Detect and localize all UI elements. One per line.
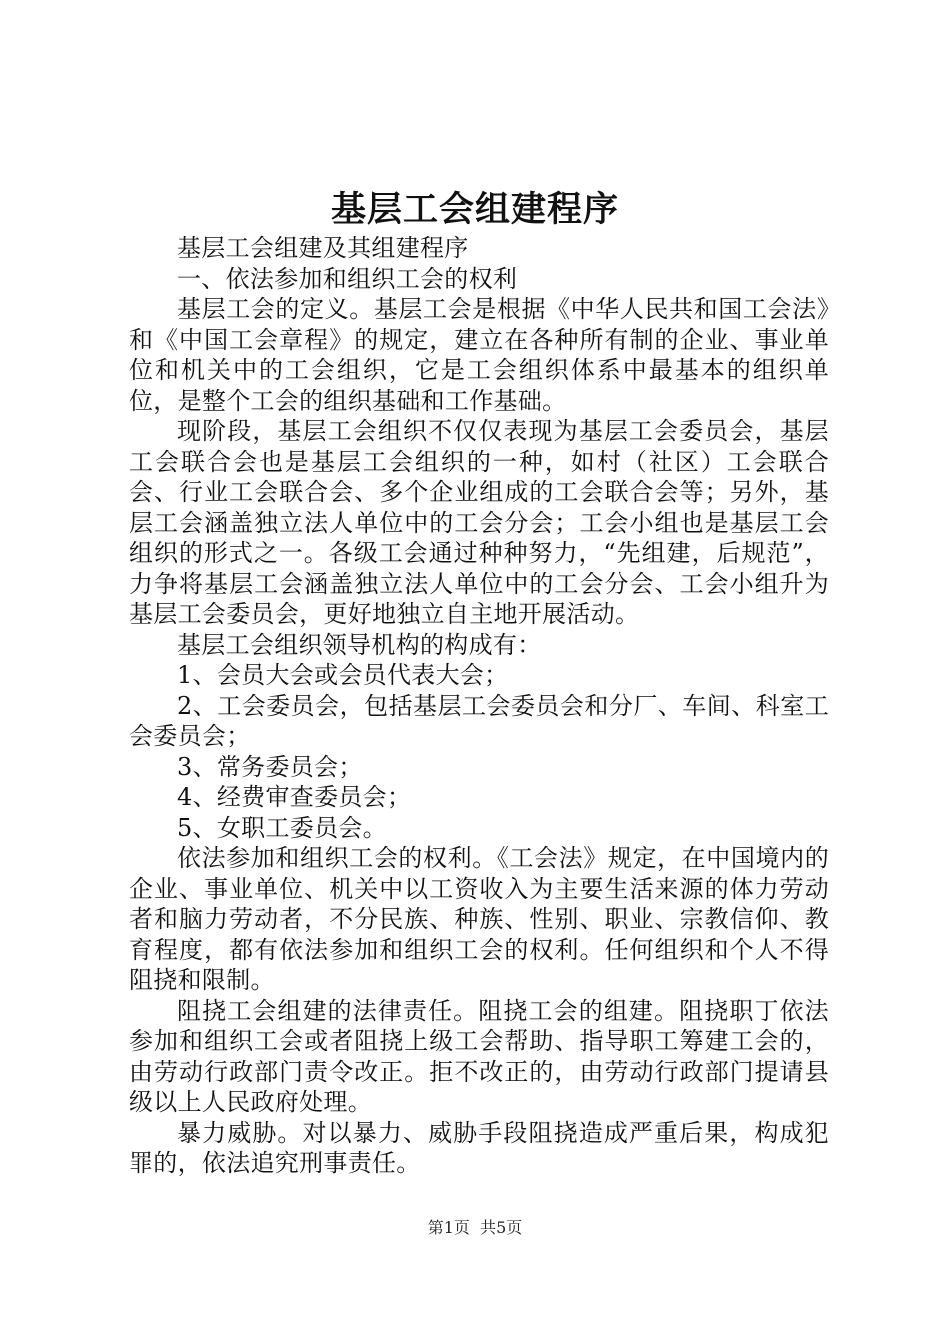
paragraph-legal-liability: 阻挠工会组建的法律责任。阻挠工会的组建。阻挠职丁依法参加和组织工会或者阻挠上级工会帮助、指导职工筹建工会的，由劳动行政部门责令改正。拒不改正的，由劳动行政部门提请县级以上人民政府处理。 <box>129 996 829 1116</box>
paragraph-right-to-join: 依法参加和组织工会的权利。《工会法》规定，在中国境内的企业、事业单位、机关中以工资收入为主要生活来源的体力劳动者和脑力劳动者，不分民族、种族、性别、职业、宗教信仰、教育程度，都有依法参加和组织工会的权利。任何组织和个人不得阻挠和限制。 <box>129 844 829 994</box>
page-footer <box>0 1215 950 1238</box>
document-title: 基层工会组建程序 <box>330 189 619 230</box>
paragraph-leadership-intro: 基层工会组织领导机构的构成有： <box>177 630 542 659</box>
paragraph-subtitle: 基层工会组建及其组建程序 <box>177 234 469 262</box>
paragraph-current-stage: 现阶段，基层工会组织不仅仅表现为基层工会委员会，基层工会联合会也是基层工会组织的一种，如村（社区）工会联合会、行业工会联合会、多个企业组成的工会联合会等；另外，基层工会涵盖独立法人单位中的工会分会；工会小组也是基层工会组织的形式之一。各级工会通过种种努力，“先组建，后规范”，力争将基层工会涵盖独立法人单位中的工会分会、工会小组升为基层工会委员会，更好地独立自主地开展活动。 <box>129 417 829 628</box>
paragraph-definition: 基层工会的定义。基层工会是根据《中华人民共和国工会法》和《中国工会章程》的规定，建立在各种所有制的企业、事业单位和机关中的工会组织，它是工会组织体系中最基本的组织单位，是整个工会的组织基础和工作基础。 <box>129 295 829 415</box>
list-item-3: 3、常务委员会； <box>177 752 363 781</box>
list-item-5: 5、女职工委员会。 <box>177 813 387 842</box>
list-item-2: 2、工会委员会，包括基层工会委员会和分厂、车间、科室工会委员会； <box>129 691 829 750</box>
paragraph-violence-threat: 暴力威胁。对以暴力、威胁手段阻挠造成严重后果，构成犯罪的，依法追究刑事责任。 <box>129 1118 829 1177</box>
list-item-4: 4、经费审查委员会； <box>177 783 412 811</box>
page-total: 共5页 <box>480 1218 523 1237</box>
document-body <box>129 233 829 1179</box>
list-item-1: 1、会员大会或会员代表大会； <box>177 661 509 689</box>
paragraph-section-heading: 一、依法参加和组织工会的权利 <box>177 264 518 293</box>
page-number: 第1页 <box>427 1218 470 1237</box>
